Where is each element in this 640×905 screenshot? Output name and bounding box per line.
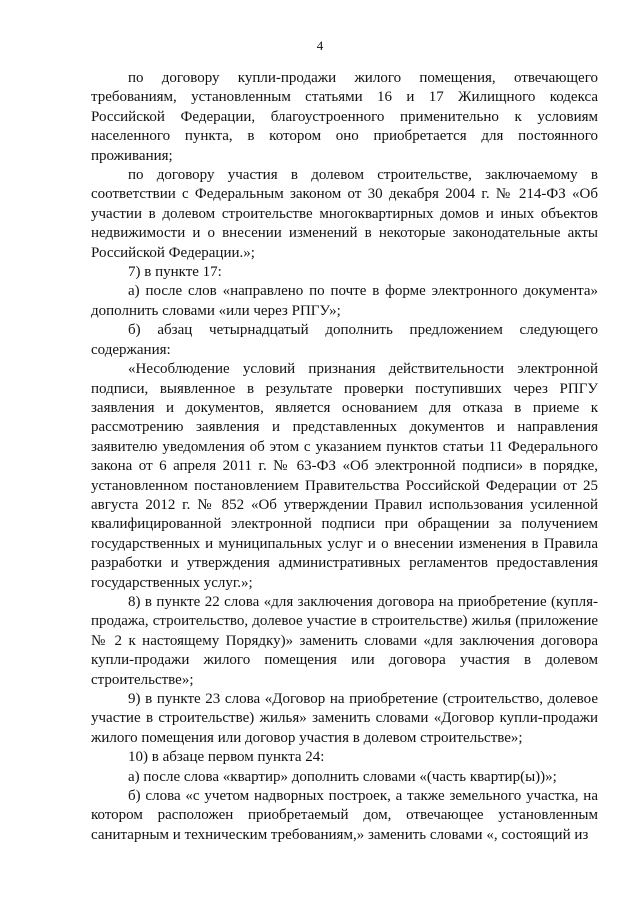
paragraph-item-10a: а) после слова «квартир» дополнить словами «(часть квартир(ы))»; bbox=[128, 768, 557, 785]
paragraph-purchase-contract: по договору купли-продажи жилого помещения, отвечающего требованиям, установленным статьями 16 и 17 Жилищного кодекса Российской Федерации, благоустроенного применительно к условиям населенного пункта, в котором оно приобретается для постоянного проживания; bbox=[91, 70, 598, 164]
paragraph-signature-quote: «Несоблюдение условий признания действительности электронной подписи, выявленное в результате проверки поступивших через РПГУ заявления и документов, является основанием для отказа в приеме к рассмотрению заявления и представленных документов и направления заявителю уведомления об этом с указанием пунктов статьи 11 Федерального закона от 6 апреля 2011 г. № 63-ФЗ «Об электронной подписи» в порядке, установленном постановлением Правительства Российской Федерации от 25 августа 2012 г. № 852 «Об утверждении Правил использования усиленной квалифицированной электронной подписи при обращении за получением государственных и муниципальных услуг и о внесении изменения в Правила разработки и утверждения административных регламентов предоставления государственных услуг.»; bbox=[91, 361, 598, 591]
paragraph-item-7b: б) абзац четырнадцатый дополнить предложением следующего содержания: bbox=[91, 322, 598, 358]
paragraph-item-10b: б) слова «с учетом надворных построек, а также земельного участка, на котором расположен приобретаемый дом, отвечающее установленным санитарным и техническим требованиям,» заменить словами «, состоящий из bbox=[91, 788, 598, 843]
paragraph-item-7: 7) в пункте 17: bbox=[128, 264, 222, 281]
paragraph-item-7a: а) после слов «направлено по почте в форме электронного документа» дополнить словами «или через РПГУ»; bbox=[91, 283, 598, 319]
paragraph-item-10: 10) в абзаце первом пункта 24: bbox=[128, 749, 325, 766]
paragraph-shared-construction: по договору участия в долевом строительстве, заключаемому в соответствии с Федеральным законом от 30 декабря 2004 г. № 214-ФЗ «Об участии в долевом строительстве многоквартирных домов и иных объектов недвижимости и о внесении изменений в некоторые законодательные акты Российской Федерации.»; bbox=[91, 167, 598, 261]
paragraph-item-8: 8) в пункте 22 слова «для заключения договора на приобретение (купля-продажа, строительство, долевое участие в строительстве) жилья (приложение № 2 к настоящему Порядку)» заменить словами «для заключения договора купли-продажи жилого помещения или договора участия в долевом строительстве»; bbox=[91, 593, 598, 688]
page-number: 4 bbox=[316, 38, 324, 53]
paragraph-item-9: 9) в пункте 23 слова «Договор на приобретение (строительство, долевое участие в строительстве) жилья» заменить словами «Договор купли-продажи жилого помещения или договор участия в долевом строительстве»; bbox=[91, 691, 598, 746]
document-body bbox=[91, 69, 598, 845]
